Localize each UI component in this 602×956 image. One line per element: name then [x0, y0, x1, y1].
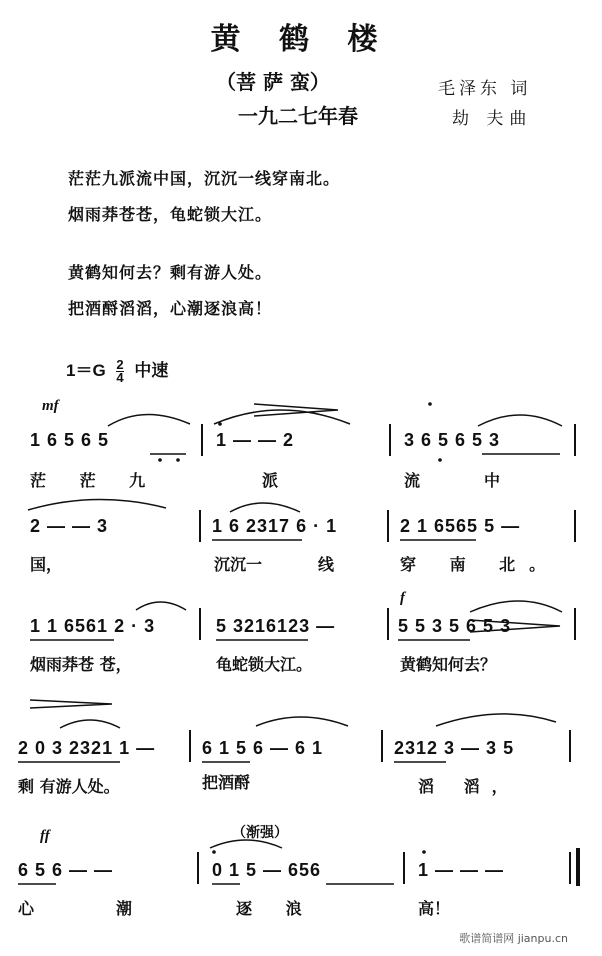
key-label: 1＝G [66, 361, 106, 380]
measure: 1 6 5 6 5 [30, 430, 110, 450]
measure: 3 6 5 6 5 3 [404, 430, 501, 450]
lyric: 中 [484, 471, 501, 490]
high-octave-dot [428, 402, 432, 406]
measure: 5 5 3 5 6 5 3 [398, 616, 512, 636]
measure: 6 1 5 6 — 6 1 [202, 738, 324, 758]
song-subtitle: （菩 萨 蛮） [216, 70, 330, 94]
decrescendo [470, 620, 560, 632]
composer-credit: 劫 夫曲 [452, 109, 533, 129]
decrescendo [30, 700, 112, 708]
lyric: 流 [404, 471, 421, 490]
slur [256, 717, 348, 726]
measure: 1 6 2317 6 · 1 [212, 516, 338, 536]
lyric: 滔 滔， [418, 777, 520, 796]
measure: 2 — — 3 [30, 516, 109, 536]
slur [214, 410, 350, 424]
song-date: 一九二七年春 [238, 104, 358, 128]
slur [60, 720, 120, 728]
lyric: 穿 南 北。 [400, 555, 560, 574]
measure: 2 1 6565 5 — [400, 516, 521, 536]
dynamic-ff: ff [40, 828, 50, 844]
low-octave-dot [438, 458, 442, 462]
poem-line: 烟雨莽苍苍，龟蛇锁大江。 [68, 205, 273, 224]
lyric: 黄鹤知何去？ [400, 655, 497, 674]
poem-line: 黄鹤知何去？剩有游人处。 [68, 263, 273, 282]
lyric: 线 [318, 555, 335, 574]
slur [470, 601, 562, 612]
lyric: 沉沉一 [214, 555, 263, 574]
lyric: 高！ [418, 899, 451, 918]
measure: 2 0 3 2321 1 — [18, 738, 156, 758]
measure: 2312 3 — 3 5 [394, 738, 515, 758]
lyric: 派 [262, 471, 279, 490]
low-octave-dot [158, 458, 162, 462]
watermark: 歌谱简谱网 jianpu.cn [459, 932, 568, 945]
lyric: 潮 [116, 899, 133, 918]
measure: 0 1 5 — 656 [212, 860, 322, 880]
slur [478, 415, 562, 426]
tempo-mark: 中速 [134, 361, 169, 380]
lyric: 茫 茫 九 [30, 471, 160, 490]
slur [230, 503, 300, 512]
poem-line: 茫茫九派流中国，沉沉一线穿南北。 [68, 169, 341, 188]
meter-bottom: 4 [116, 370, 124, 386]
lyric: 龟蛇锁大江。 [216, 655, 313, 674]
lyricist-credit: 毛泽东 词 [438, 79, 532, 99]
poem-line: 把酒酹滔滔，心潮逐浪高！ [68, 299, 273, 318]
low-octave-dot [176, 458, 180, 462]
dynamic-f: f [400, 590, 405, 606]
measure: 1 — — — [418, 860, 505, 880]
crescendo-mark: （渐强） [232, 825, 288, 841]
high-octave-dot [218, 422, 222, 426]
meter-top: 2 [116, 357, 124, 373]
lyric: 心 [18, 899, 35, 918]
song-title: 黄 鹤 楼 [210, 22, 392, 57]
slur [136, 602, 186, 610]
high-octave-dot [422, 850, 426, 854]
slur [108, 414, 190, 426]
measure: 1 — — 2 [216, 430, 295, 450]
lyric: 把酒酹 [202, 773, 251, 792]
slur [28, 499, 166, 510]
slur [436, 714, 556, 726]
measure: 6 5 6 — — [18, 860, 114, 880]
lyric: 国， [30, 555, 63, 574]
lyric: 烟雨莽苍 苍， [30, 655, 132, 674]
lyric: 逐 浪 [236, 899, 316, 918]
high-octave-dot [212, 850, 216, 854]
dynamic-mf: mf [42, 398, 59, 414]
lyric: 剩 有游人处。 [18, 777, 120, 796]
measure: 1 1 6561 2 · 3 [30, 616, 156, 636]
slur [210, 840, 282, 848]
measure: 5 3216123 — [216, 616, 336, 636]
